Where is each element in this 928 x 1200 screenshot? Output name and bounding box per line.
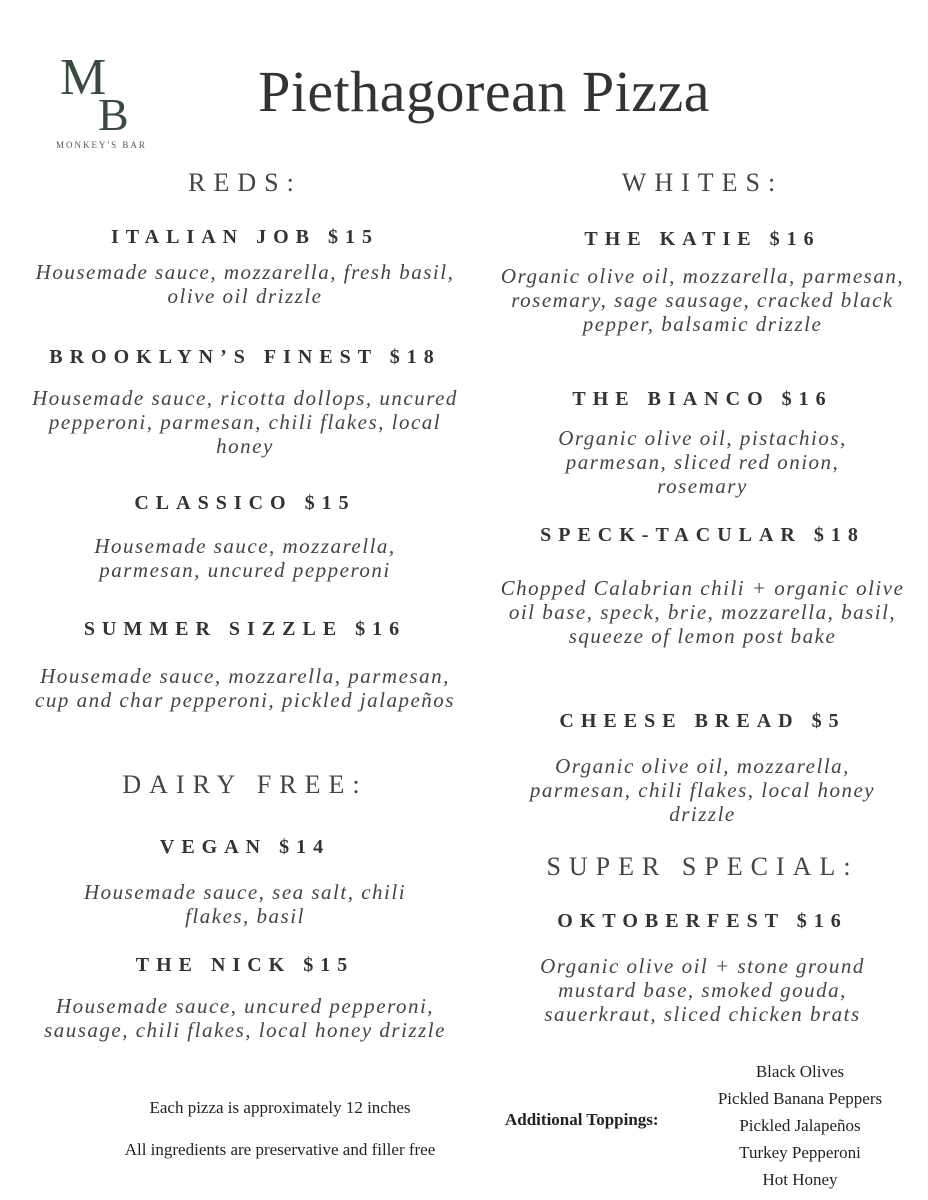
logo-letter-b: B bbox=[98, 89, 129, 140]
item-name: THE BIANCO $16 bbox=[572, 388, 833, 410]
super-special-heading: SUPER SPECIAL: bbox=[546, 852, 859, 881]
logo-letter-m: M bbox=[60, 49, 107, 106]
item-description: Housemade sauce, mozzarella, parmesan, uncured pepperoni bbox=[94, 534, 396, 582]
menu-item bbox=[20, 492, 470, 515]
item-name: OKTOBERFEST $16 bbox=[557, 910, 848, 932]
toppings-list bbox=[700, 1058, 900, 1193]
topping-item: Black Olives bbox=[755, 1062, 845, 1081]
menu-item bbox=[490, 524, 915, 547]
menu-item bbox=[490, 228, 915, 251]
item-name: CHEESE BREAD $5 bbox=[559, 710, 846, 732]
menu-item bbox=[20, 836, 470, 859]
item-name: BROOKLYN’S FINEST $18 bbox=[49, 346, 441, 368]
pizza-size-note: Each pizza is approximately 12 inches bbox=[149, 1098, 411, 1117]
topping-item: Hot Honey bbox=[762, 1170, 838, 1189]
item-description: Organic olive oil, pistachios, parmesan, sliced red onion, rosemary bbox=[558, 426, 847, 498]
item-description: Housemade sauce, sea salt, chili flakes, basil bbox=[83, 880, 407, 928]
additional-toppings-label: Additional Toppings: bbox=[505, 1110, 659, 1129]
item-name: SPECK-TACULAR $18 bbox=[540, 524, 865, 546]
item-name: ITALIAN JOB $15 bbox=[111, 226, 379, 248]
item-name: THE NICK $15 bbox=[135, 954, 355, 976]
menu-title: Piethagorean Pizza bbox=[258, 59, 710, 124]
item-name: SUMMER SIZZLE $16 bbox=[83, 618, 407, 640]
item-description: Organic olive oil + stone ground mustard base, smoked gouda, sauerkraut, sliced chicken brats bbox=[540, 954, 865, 1026]
item-description: Housemade sauce, ricotta dollops, uncured pepperoni, parmesan, chili flakes, local honey bbox=[32, 386, 458, 458]
menu-item bbox=[20, 226, 470, 249]
topping-item: Pickled Banana Peppers bbox=[717, 1089, 883, 1108]
ingredients-note: All ingredients are preservative and filler free bbox=[124, 1140, 436, 1159]
dairy-free-heading: DAIRY FREE: bbox=[122, 770, 368, 799]
item-description: Chopped Calabrian chili + organic olive oil base, speck, brie, mozzarella, basil, squeeze of lemon post bake bbox=[500, 576, 905, 648]
menu-item bbox=[490, 388, 915, 411]
logo-subtitle: MONKEY'S BAR bbox=[56, 140, 147, 150]
item-description: Organic olive oil, mozzarella, parmesan, chili flakes, local honey drizzle bbox=[529, 754, 876, 826]
item-name: THE KATIE $16 bbox=[584, 228, 821, 250]
item-description: Housemade sauce, mozzarella, parmesan, cup and char pepperoni, pickled jalapeños bbox=[35, 664, 455, 712]
item-name: CLASSICO $15 bbox=[134, 492, 356, 514]
menu-item bbox=[490, 710, 915, 733]
topping-item: Turkey Pepperoni bbox=[739, 1143, 861, 1162]
menu-item bbox=[20, 954, 470, 977]
topping-item: Pickled Jalapeños bbox=[739, 1116, 861, 1135]
whites-heading: WHITES: bbox=[621, 168, 784, 197]
item-name: VEGAN $14 bbox=[159, 836, 331, 858]
menu-item bbox=[20, 346, 470, 369]
item-description: Housemade sauce, mozzarella, fresh basil, olive oil drizzle bbox=[35, 260, 455, 308]
menu-item bbox=[490, 910, 915, 933]
item-description: Organic olive oil, mozzarella, parmesan, rosemary, sage sausage, cracked black pepper, balsamic drizzle bbox=[500, 264, 905, 336]
reds-heading: REDS: bbox=[188, 168, 302, 197]
item-description: Housemade sauce, uncured pepperoni, sausage, chili flakes, local honey drizzle bbox=[44, 994, 446, 1042]
menu-item bbox=[20, 618, 470, 641]
